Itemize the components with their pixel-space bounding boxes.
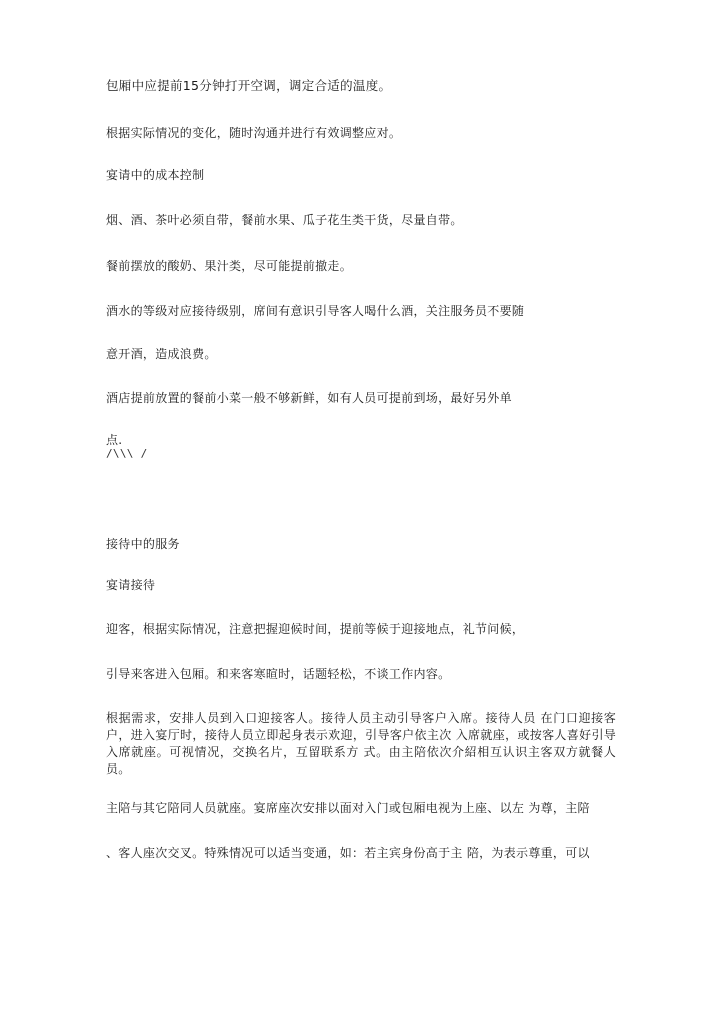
section-heading: 宴请接待	[106, 578, 156, 592]
paragraph: 根据需求，安排人员到入口迎接客人。接待人员主动引导客户入席。接待人员 在门口迎接客户，进入宴厅时，接待人员立即起身表示欢迎，引导客户依主次 入席就座，或按客人喜好引导入席就座。可视情况，交换名片，互留联系方 式。由主陪依次介紹相互认识主客双方就餐人员。	[106, 711, 616, 776]
text-line: 餐前摆放的酸奶、果汁类，尽可能提前撤走。	[106, 259, 353, 273]
text-line: 引导来客进入包厢。和来客寒暄时，话题轻松，不谈工作内容。	[106, 667, 451, 681]
text-line: 意开酒，造成浪费。	[106, 347, 217, 361]
text-line: 烟、酒、茶叶必须自带，餐前水果、瓜子花生类干货，尽量自带。	[106, 213, 463, 227]
section-heading: 接待中的服务	[106, 537, 180, 551]
decorative-mark: /\\\ /	[106, 447, 148, 460]
text-line: 酒水的等级对应接待级别，席间有意识引导客人喝什么酒，关注服务员不要随	[106, 304, 525, 318]
text-line: 主陪与其它陪同人员就座。宴席座次安排以面对入门或包厢电视为上座、以左 为尊，主陪	[106, 801, 590, 815]
text-line: 、客人座次交叉。特殊情况可以适当变通，如：若主宾身份高于主 陪，为表示尊重，可以	[106, 846, 590, 860]
text-line: 点.	[106, 433, 123, 447]
text-line: 酒店提前放置的餐前小菜一般不够新鲜，如有人员可提前到场，最好另外单	[106, 391, 512, 405]
text-line: 根据实际情况的变化，随时沟通并进行有效调整应对。	[106, 126, 402, 140]
text-line: 迎客，根据实际情况，注意把握迎候时间，提前等候于迎接地点，礼节问候，	[106, 622, 525, 636]
text-line: 包厢中应提前15分钟打开空调，调定合适的温度。	[106, 78, 392, 93]
section-heading: 宴请中的成本控制	[106, 168, 205, 182]
